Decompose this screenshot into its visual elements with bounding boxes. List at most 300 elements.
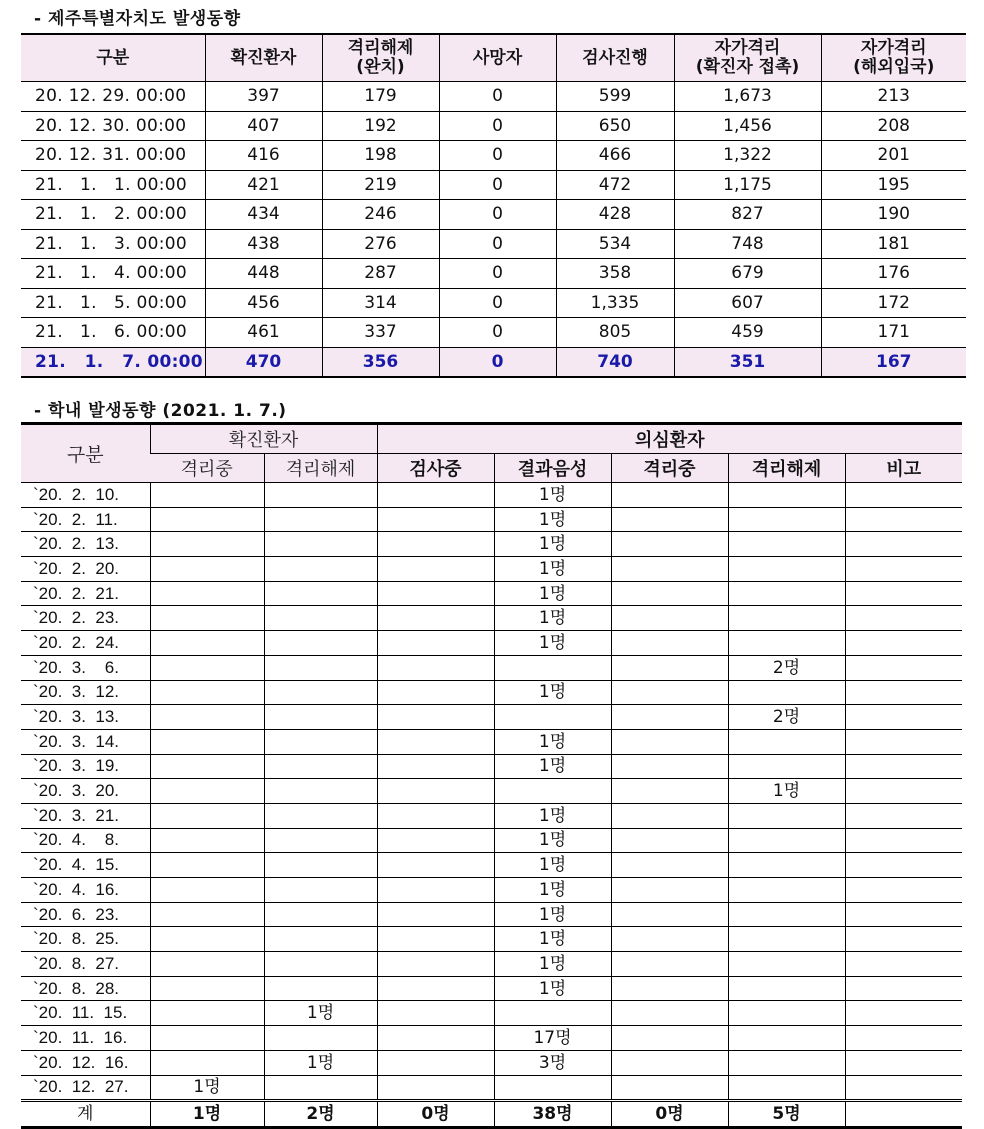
cell-s-testing (377, 952, 494, 977)
cell-c-isolating (150, 853, 264, 878)
table-row (21, 729, 962, 754)
cell-s-negative: 1명 (494, 803, 611, 828)
cell-s-released (728, 976, 845, 1001)
col-header-note: 비고 (845, 454, 962, 483)
col-header-confirmed-isolating: 격리중 (150, 454, 264, 483)
cell-note (845, 927, 962, 952)
cell-c-isolating (150, 1026, 264, 1051)
cell-s-released (728, 1050, 845, 1075)
cell-confirmed: 456 (205, 288, 322, 318)
cell-s-negative: 1명 (494, 532, 611, 557)
cell-date: `20. 4. 8. (21, 828, 150, 853)
cell-date: `20. 8. 25. (21, 927, 150, 952)
cell-s-isolating (611, 705, 728, 730)
cell-c-isolating (150, 828, 264, 853)
cell-testing: 466 (556, 141, 674, 171)
cell-s-testing (377, 532, 494, 557)
cell-s-negative: 1명 (494, 606, 611, 631)
cell-s-testing (377, 606, 494, 631)
cell-c-isolating (150, 1050, 264, 1075)
cell-s-negative (494, 1001, 611, 1026)
cell-s-released (728, 853, 845, 878)
cell-c-released (264, 1026, 377, 1051)
table-row (21, 200, 966, 230)
cell-confirmed: 421 (205, 170, 322, 200)
cell-s-released (728, 507, 845, 532)
cell-c-released (264, 680, 377, 705)
cell-date: `20. 3. 21. (21, 803, 150, 828)
cell-s-isolating (611, 1026, 728, 1051)
cell-c-released (264, 902, 377, 927)
cell-note (845, 976, 962, 1001)
cell-note (845, 952, 962, 977)
cell-s-released (728, 828, 845, 853)
table-row (21, 557, 962, 582)
table-row (21, 170, 966, 200)
cell-date: `20. 4. 16. (21, 878, 150, 903)
cell-quarantine-overseas: 213 (821, 82, 966, 112)
cell-date: `20. 2. 20. (21, 557, 150, 582)
cell-s-released (728, 1001, 845, 1026)
cell-quarantine-contact: 1,456 (674, 111, 821, 141)
cell-s-negative (494, 1075, 611, 1101)
cell-note (845, 729, 962, 754)
table-row (21, 878, 962, 903)
cell-c-isolating (150, 507, 264, 532)
table-row (21, 483, 962, 508)
cell-s-testing (377, 1026, 494, 1051)
cell-released: 246 (322, 200, 439, 230)
table-header-row-sub (21, 454, 962, 483)
cell-c-released (264, 878, 377, 903)
cell-s-released (728, 952, 845, 977)
cell-c-isolating (150, 606, 264, 631)
cell-date: `20. 2. 11. (21, 507, 150, 532)
cell-s-testing (377, 902, 494, 927)
total-s-negative: 38명 (494, 1101, 611, 1128)
cell-quarantine-overseas: 208 (821, 111, 966, 141)
cell-s-negative: 1명 (494, 902, 611, 927)
cell-s-negative: 1명 (494, 878, 611, 903)
cell-s-testing (377, 655, 494, 680)
cell-s-released (728, 680, 845, 705)
cell-quarantine-contact: 748 (674, 229, 821, 259)
cell-note (845, 581, 962, 606)
cell-note (845, 705, 962, 730)
cell-s-testing (377, 976, 494, 1001)
table-row (21, 111, 966, 141)
cell-quarantine-overseas: 195 (821, 170, 966, 200)
cell-date: 21. 1. 5. 00:00 (21, 288, 205, 318)
cell-note (845, 680, 962, 705)
cell-c-released (264, 507, 377, 532)
cell-s-negative: 1명 (494, 680, 611, 705)
cell-date: 20. 12. 30. 00:00 (21, 111, 205, 141)
col-header-confirmed: 확진환자 (205, 34, 322, 82)
cell-testing: 534 (556, 229, 674, 259)
table-row (21, 532, 962, 557)
table-row (21, 1001, 962, 1026)
cell-c-isolating (150, 902, 264, 927)
cell-s-isolating (611, 655, 728, 680)
cell-c-isolating (150, 927, 264, 952)
cell-s-released (728, 581, 845, 606)
cell-note (845, 631, 962, 656)
cell-s-negative: 1명 (494, 631, 611, 656)
cell-c-isolating (150, 631, 264, 656)
cell-s-released (728, 927, 845, 952)
cell-s-released (728, 754, 845, 779)
cell-s-isolating (611, 680, 728, 705)
cell-c-released (264, 606, 377, 631)
jeju-status-table (21, 33, 966, 378)
table-row (21, 828, 962, 853)
col-header-quarantine-contact: 자가격리 (확진자 접촉) (674, 34, 821, 82)
cell-s-released (728, 878, 845, 903)
col-header-deaths: 사망자 (439, 34, 556, 82)
cell-quarantine-overseas: 167 (821, 347, 966, 377)
cell-c-released: 1명 (264, 1001, 377, 1026)
table-row (21, 680, 962, 705)
cell-c-isolating (150, 705, 264, 730)
cell-confirmed: 416 (205, 141, 322, 171)
cell-s-isolating (611, 631, 728, 656)
cell-date: `20. 12. 27. (33, 1077, 129, 1097)
cell-confirmed: 448 (205, 259, 322, 289)
cell-s-negative: 1명 (494, 976, 611, 1001)
cell-s-testing (377, 705, 494, 730)
cell-date: 20. 12. 31. 00:00 (21, 141, 205, 171)
cell-quarantine-contact: 679 (674, 259, 821, 289)
cell-c-released (264, 828, 377, 853)
table-row (21, 288, 966, 318)
cell-quarantine-overseas: 171 (821, 318, 966, 348)
cell-testing: 472 (556, 170, 674, 200)
cell-confirmed: 434 (205, 200, 322, 230)
cell-quarantine-overseas: 201 (821, 141, 966, 171)
cell-c-isolating (150, 779, 264, 804)
cell-s-negative: 1명 (494, 754, 611, 779)
cell-c-released (264, 631, 377, 656)
table-row (21, 507, 962, 532)
cell-note (845, 1026, 962, 1051)
cell-s-negative: 3명 (494, 1050, 611, 1075)
cell-s-released (728, 532, 845, 557)
cell-s-isolating (611, 878, 728, 903)
cell-quarantine-contact: 607 (674, 288, 821, 318)
cell-date: `20. 2. 21. (21, 581, 150, 606)
col-header-confirmed-released: 격리해제 (264, 454, 377, 483)
col-header-category: 구분 (21, 424, 150, 483)
cell-c-released (264, 581, 377, 606)
table-row (21, 853, 962, 878)
cell-note (845, 507, 962, 532)
cell-confirmed: 461 (205, 318, 322, 348)
cell-c-isolating (150, 655, 264, 680)
table-row (21, 259, 966, 289)
cell-date: 21. 1. 6. 00:00 (21, 318, 205, 348)
cell-s-isolating (611, 606, 728, 631)
cell-note (845, 1050, 962, 1075)
cell-s-released (728, 606, 845, 631)
col-header-suspected-isolating: 격리중 (611, 454, 728, 483)
cell-note (845, 878, 962, 903)
cell-note (845, 606, 962, 631)
cell-deaths: 0 (439, 288, 556, 318)
cell-s-testing (377, 828, 494, 853)
cell-deaths: 0 (439, 82, 556, 112)
table-row (21, 141, 966, 171)
cell-deaths: 0 (439, 259, 556, 289)
total-s-released: 5명 (728, 1101, 845, 1128)
section-title-campus: - 학내 발생동향 (2021. 1. 7.) (34, 401, 287, 421)
cell-s-isolating (611, 581, 728, 606)
cell-s-released (728, 902, 845, 927)
cell-released: 179 (322, 82, 439, 112)
cell-note (845, 532, 962, 557)
cell-testing: 650 (556, 111, 674, 141)
cell-s-isolating (611, 507, 728, 532)
cell-released: 219 (322, 170, 439, 200)
cell-c-isolating (150, 754, 264, 779)
cell-c-released (264, 1075, 377, 1101)
cell-s-negative (494, 705, 611, 730)
cell-s-testing (377, 729, 494, 754)
cell-s-negative: 1명 (494, 729, 611, 754)
cell-c-released: 1명 (264, 1050, 377, 1075)
table-row (21, 655, 962, 680)
table-row (21, 803, 962, 828)
table-row (21, 902, 962, 927)
cell-note (845, 754, 962, 779)
cell-s-isolating (611, 828, 728, 853)
cell-s-released: 1명 (728, 779, 845, 804)
cell-s-testing (377, 927, 494, 952)
cell-s-released (728, 483, 845, 508)
cell-confirmed: 438 (205, 229, 322, 259)
cell-deaths: 0 (439, 318, 556, 348)
cell-date: `20. 8. 27. (21, 952, 150, 977)
cell-s-testing (377, 680, 494, 705)
table-row (21, 347, 966, 377)
table-row (21, 779, 962, 804)
cell-s-isolating (611, 803, 728, 828)
cell-s-negative: 1명 (494, 507, 611, 532)
cell-date: `20. 8. 28. (21, 976, 150, 1001)
table-row (21, 1050, 962, 1075)
cell-quarantine-contact: 459 (674, 318, 821, 348)
cell-c-isolating (150, 878, 264, 903)
total-row (21, 1101, 962, 1128)
table-row (21, 631, 962, 656)
cell-quarantine-overseas: 176 (821, 259, 966, 289)
cell-s-negative: 1명 (494, 927, 611, 952)
col-header-category: 구분 (21, 34, 205, 82)
cell-released: 198 (322, 141, 439, 171)
cell-note (845, 779, 962, 804)
table-row (21, 1026, 962, 1051)
table-header-row (21, 34, 966, 82)
col-header-quarantine-overseas: 자가격리 (해외입국) (821, 34, 966, 82)
cell-s-isolating (611, 754, 728, 779)
cell-s-testing (377, 483, 494, 508)
col-header-released: 격리해제 (완치) (322, 34, 439, 82)
cell-s-testing (377, 779, 494, 804)
cell-s-testing (377, 1050, 494, 1075)
col-group-suspected: 의심환자 (377, 424, 962, 454)
table-row (21, 1075, 962, 1101)
cell-deaths: 0 (439, 347, 556, 377)
cell-date: `20. 4. 15. (21, 853, 150, 878)
cell-s-isolating (611, 779, 728, 804)
cell-date: 20. 12. 29. 00:00 (21, 82, 205, 112)
cell-c-released (264, 557, 377, 582)
section-title-jeju: - 제주특별자치도 발생동향 (34, 9, 241, 29)
cell-quarantine-contact: 1,322 (674, 141, 821, 171)
col-header-testing: 검사진행 (556, 34, 674, 82)
col-header-suspected-negative: 결과음성 (494, 454, 611, 483)
total-note (845, 1101, 962, 1128)
cell-quarantine-contact: 1,673 (674, 82, 821, 112)
cell-c-released (264, 853, 377, 878)
table-row (21, 229, 966, 259)
cell-date: `20. 3. 12. (21, 680, 150, 705)
cell-s-isolating (611, 902, 728, 927)
table-row (21, 318, 966, 348)
cell-c-isolating (150, 952, 264, 977)
table-row (21, 581, 962, 606)
cell-s-negative: 1명 (494, 581, 611, 606)
cell-testing: 428 (556, 200, 674, 230)
col-group-confirmed: 확진환자 (150, 424, 377, 454)
cell-note (845, 828, 962, 853)
cell-s-isolating (611, 976, 728, 1001)
total-s-isolating: 0명 (611, 1101, 728, 1128)
cell-c-isolating (150, 1001, 264, 1026)
cell-testing: 599 (556, 82, 674, 112)
cell-date: `20. 12. 16. (21, 1050, 150, 1075)
cell-c-released (264, 927, 377, 952)
table-row (21, 754, 962, 779)
cell-quarantine-contact: 827 (674, 200, 821, 230)
cell-s-testing (377, 754, 494, 779)
cell-s-testing (377, 507, 494, 532)
cell-s-negative: 1명 (494, 557, 611, 582)
table-header-row-group (21, 424, 962, 454)
cell-c-released (264, 803, 377, 828)
cell-c-released (264, 754, 377, 779)
cell-s-released (728, 1026, 845, 1051)
cell-c-isolating (150, 557, 264, 582)
cell-date: `20. 3. 13. (21, 705, 150, 730)
cell-s-negative: 1명 (494, 952, 611, 977)
cell-s-testing (377, 853, 494, 878)
cell-c-isolating (150, 532, 264, 557)
col-header-suspected-released: 격리해제 (728, 454, 845, 483)
cell-deaths: 0 (439, 141, 556, 171)
col-header-suspected-testing: 검사중 (377, 454, 494, 483)
cell-c-released (264, 655, 377, 680)
cell-c-isolating: 1명 (150, 1075, 264, 1101)
cell-c-released (264, 976, 377, 1001)
cell-date: 21. 1. 1. 00:00 (21, 170, 205, 200)
cell-date: 21. 1. 7. 00:00 (21, 347, 205, 377)
cell-s-negative: 1명 (494, 483, 611, 508)
cell-c-released (264, 779, 377, 804)
total-c-released: 2명 (264, 1101, 377, 1128)
cell-s-testing (377, 581, 494, 606)
cell-s-negative: 1명 (494, 853, 611, 878)
total-c-isolating: 1명 (150, 1101, 264, 1128)
cell-s-negative: 17명 (494, 1026, 611, 1051)
cell-s-isolating (611, 557, 728, 582)
cell-s-isolating (611, 483, 728, 508)
cell-s-isolating (611, 952, 728, 977)
cell-note (845, 803, 962, 828)
cell-c-isolating (150, 483, 264, 508)
cell-c-released (264, 705, 377, 730)
cell-date: 21. 1. 2. 00:00 (21, 200, 205, 230)
cell-date: `20. 2. 10. (21, 483, 150, 508)
cell-s-testing (377, 878, 494, 903)
cell-released: 337 (322, 318, 439, 348)
cell-note (845, 853, 962, 878)
cell-released: 192 (322, 111, 439, 141)
cell-s-released (728, 729, 845, 754)
cell-note (845, 557, 962, 582)
cell-testing: 358 (556, 259, 674, 289)
cell-c-released (264, 952, 377, 977)
cell-quarantine-overseas: 172 (821, 288, 966, 318)
cell-s-released (728, 803, 845, 828)
cell-c-isolating (150, 976, 264, 1001)
cell-confirmed: 407 (205, 111, 322, 141)
cell-released: 276 (322, 229, 439, 259)
campus-status-table (21, 422, 962, 1129)
cell-c-isolating (150, 581, 264, 606)
cell-s-isolating (611, 532, 728, 557)
cell-released: 314 (322, 288, 439, 318)
cell-released: 287 (322, 259, 439, 289)
cell-note (845, 902, 962, 927)
cell-deaths: 0 (439, 229, 556, 259)
total-label: 계 (21, 1101, 150, 1128)
cell-date: 21. 1. 4. 00:00 (21, 259, 205, 289)
cell-s-released: 2명 (728, 655, 845, 680)
cell-c-released (264, 483, 377, 508)
cell-testing: 805 (556, 318, 674, 348)
cell-c-isolating (150, 680, 264, 705)
cell-date: `20. 2. 13. (21, 532, 150, 557)
cell-date: `20. 6. 23. (21, 902, 150, 927)
total-s-testing: 0명 (377, 1101, 494, 1128)
cell-c-released (264, 532, 377, 557)
cell-deaths: 0 (439, 200, 556, 230)
cell-date: `20. 3. 20. (21, 779, 150, 804)
cell-quarantine-overseas: 181 (821, 229, 966, 259)
cell-s-testing (377, 557, 494, 582)
table-row (21, 705, 962, 730)
table-row (21, 82, 966, 112)
cell-s-isolating (611, 729, 728, 754)
table-row (21, 927, 962, 952)
cell-quarantine-contact: 351 (674, 347, 821, 377)
cell-note (845, 483, 962, 508)
cell-s-isolating (611, 1075, 728, 1101)
cell-s-testing (377, 803, 494, 828)
cell-date: `20. 3. 19. (21, 754, 150, 779)
cell-c-released (264, 729, 377, 754)
